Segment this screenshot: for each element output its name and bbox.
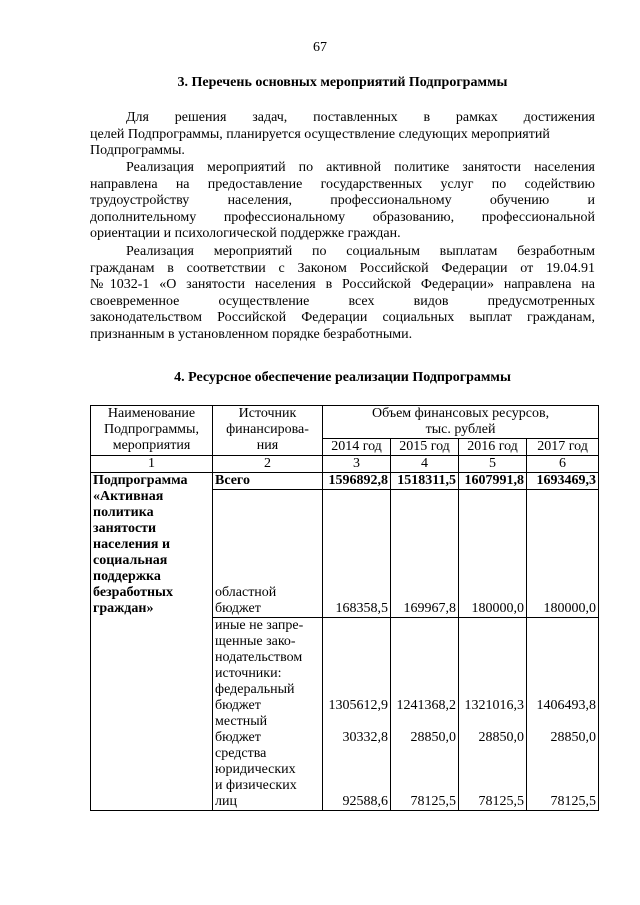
header-year: 2015 год bbox=[391, 439, 459, 456]
column-number: 6 bbox=[527, 456, 599, 473]
paragraph-line: своевременное осуществление всех видов предусмотренных bbox=[90, 293, 595, 309]
paragraph-2 bbox=[90, 160, 595, 243]
paragraph-1 bbox=[90, 110, 595, 160]
paragraph-line: Подпрограммы. bbox=[90, 143, 185, 158]
total-value: 1607991,8 bbox=[459, 473, 527, 490]
other-values-2017: 1406493,8 28850,0 78125,5 bbox=[527, 618, 599, 811]
column-number: 4 bbox=[391, 456, 459, 473]
paragraph-line: Для решения задач, поставленных в рамках достижения bbox=[126, 110, 595, 125]
paragraph-3 bbox=[90, 244, 595, 343]
paragraph-line: №1032-1 «О занятости населения в Российской Федерации» направлена на bbox=[90, 277, 595, 292]
paragraph-line: признанным в установленном порядке безработными. bbox=[90, 326, 413, 342]
total-value: 1518311,5 bbox=[391, 473, 459, 490]
paragraph-line: трудоустройству населения, профессиональному обучению и bbox=[90, 193, 595, 208]
column-number: 2 bbox=[213, 456, 323, 473]
header-year: 2017 год bbox=[527, 439, 599, 456]
paragraph-line: ориентации и психологической поддержке граждан. bbox=[90, 226, 401, 241]
paragraph-line: дополнительному профессиональному образованию, профессиональной bbox=[90, 209, 595, 225]
section-3-title: 3. Перечень основных мероприятий Подпрограммы bbox=[177, 75, 508, 90]
total-value: 1693469,3 bbox=[527, 473, 599, 490]
regional-value: 168358,5 bbox=[323, 490, 391, 618]
paragraph-line: Реализация мероприятий по социальным выплатам безработным bbox=[126, 244, 595, 259]
program-name: Подпрограмма «Активная политика занятости населения и социальная поддержка безработных граждан» bbox=[91, 473, 213, 811]
other-values-2016: 1321016,3 28850,0 78125,5 bbox=[459, 618, 527, 811]
header-year: 2014 год bbox=[323, 439, 391, 456]
other-values-2015: 1241368,2 28850,0 78125,5 bbox=[391, 618, 459, 811]
other-values-2014: 1305612,9 30332,8 92588,6 bbox=[323, 618, 391, 811]
total-value: 1596892,8 bbox=[323, 473, 391, 490]
header-year: 2016 год bbox=[459, 439, 527, 456]
paragraph-line: законодательством Российской Федерации социальных выплат гражданам, bbox=[90, 310, 595, 325]
column-number: 1 bbox=[91, 456, 213, 473]
paragraph-line: Реализация мероприятий по активной политике занятости населения bbox=[126, 160, 595, 175]
paragraph-line: целей Подпрограммы, планируется осуществление следующих мероприятий bbox=[90, 126, 550, 142]
section-4-title: 4. Ресурсное обеспечение реализации Подпрограммы bbox=[174, 370, 511, 385]
total-label: Всего bbox=[213, 473, 323, 490]
regional-value: 180000,0 bbox=[527, 490, 599, 618]
column-number: 5 bbox=[459, 456, 527, 473]
header-name: Наименование Подпрограммы, мероприятия bbox=[91, 406, 213, 456]
paragraph-line: гражданам в соответствии с Законом Российской Федерации от 19.04.91 bbox=[90, 260, 595, 276]
column-number: 3 bbox=[323, 456, 391, 473]
header-volume: Объем финансовых ресурсов, тыс. рублей bbox=[323, 406, 599, 439]
paragraph-line: направлена на предоставление государственных услуг по содействию bbox=[90, 176, 595, 192]
other-sources-label: иные не запре- щенные зако- нодательством источники: федеральный бюджет местный бюджет средства юридических и физических лиц bbox=[213, 618, 323, 811]
regional-value: 180000,0 bbox=[459, 490, 527, 618]
resource-table bbox=[90, 405, 599, 811]
regional-value: 169967,8 bbox=[391, 490, 459, 618]
header-source: Источник финансирова- ния bbox=[213, 406, 323, 456]
page-number: 67 bbox=[313, 40, 327, 55]
regional-budget-label: областной бюджет bbox=[213, 490, 323, 618]
